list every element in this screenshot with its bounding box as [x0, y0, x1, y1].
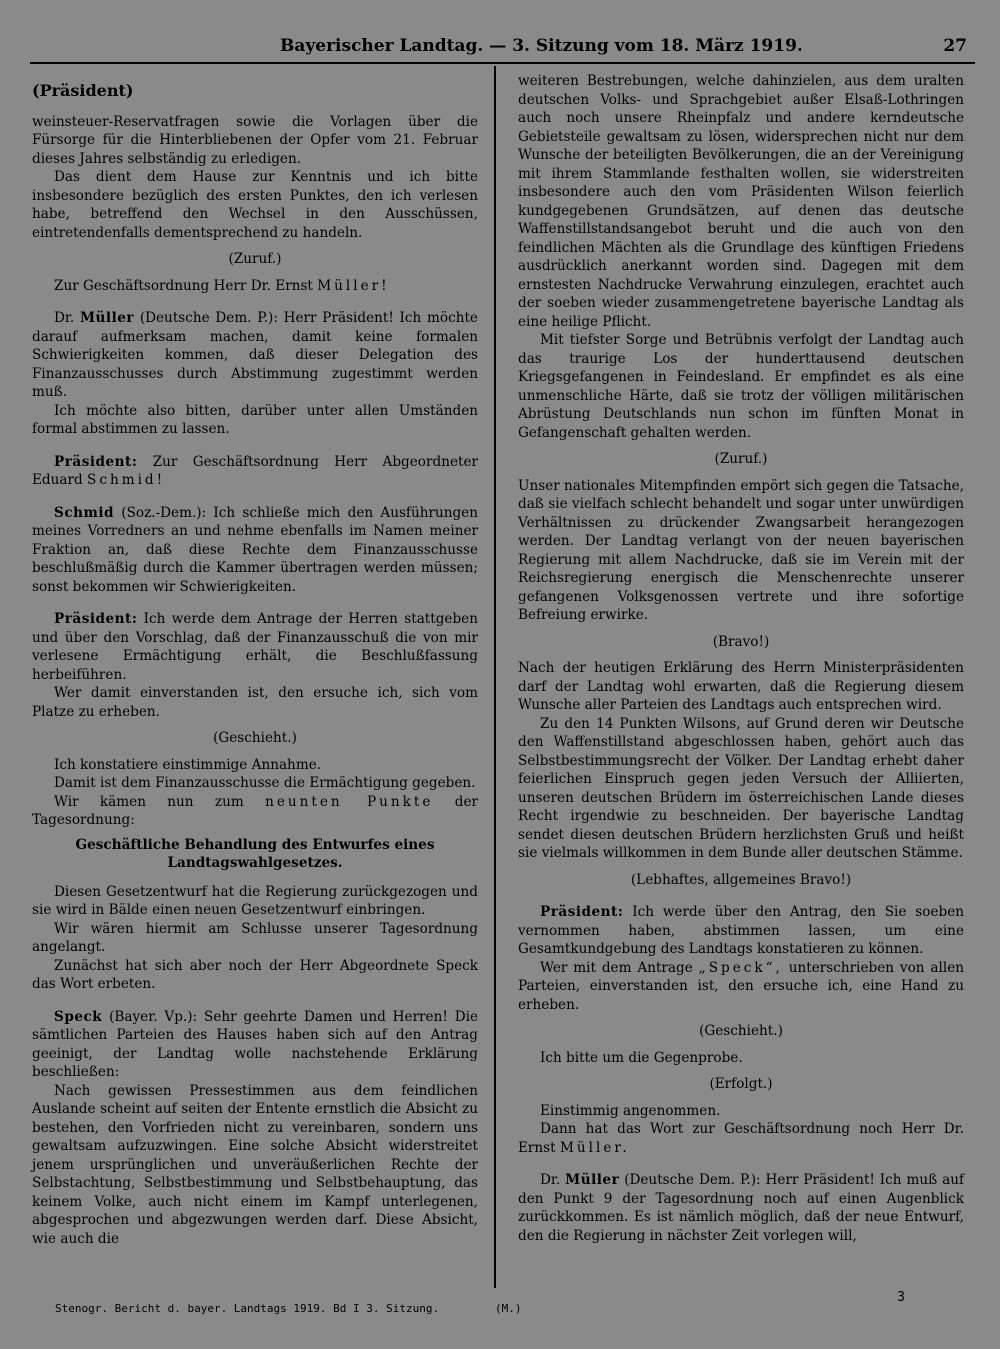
paragraph: Damit ist dem Finanzausschusse die Ermächtigung gegeben. — [54, 775, 476, 791]
sheet-signature: 3 — [897, 1290, 905, 1305]
interjection: (Geschieht.) — [213, 730, 297, 746]
paragraph: weiteren Bestrebungen, welche dahinzielen, aus dem uralten deutschen Volks- und Sprachgebiet außer Elsaß-Lothringen auch noch unsere Rheinpfalz und andere kerndeutsche Gebietsteile gewaltsam zu lösen, widersprechen nicht nur dem Wunsche der beteiligten Bevölkerungen, die an der Vereinigung mit ihrem Stammlande festhalten wollen, sie widerstreiten insbesondere auch den vom Präsidenten Wilson feierlich kundgegebenen Grundsätzen, auf denen das deutsche Waffenstillstandsangebot beruht und die auch von den feindlichen Mächten als die Grundlage des künftigen Friedens ausdrücklich anerkannt worden sind. Dagegen mit dem ernstesten Nachdrucke Verwahrung einzulegen, erachtet auch der soeben wieder zusammengetretene bayerische Landtag als eine heilige Pflicht. — [518, 73, 964, 330]
paragraph: weinsteuer-Reservatfragen sowie die Vorlagen über die Fürsorge für die Hinterbliebenen der Opfer vom 21. Februar dieses Jahres selbständig zu erledigen. — [32, 113, 478, 167]
speaker-name: Müller — [565, 1172, 620, 1188]
paragraph: Ich bitte um die Gegenprobe. — [540, 1049, 743, 1066]
speaker-name: Schmid — [54, 504, 115, 521]
speaker-name: Präsident: — [54, 453, 138, 470]
speaker-name: Präsident: — [54, 611, 138, 627]
text: Wir kämen nun zum — [54, 793, 244, 810]
text: Wer mit dem Antrage — [540, 959, 693, 976]
text: (Bayer. Vp.): Sehr geehrte Damen und Herren! Die sämtlichen Parteien des Hauses haben sich auf den Antrag geeinigt, der Landtag wolle nachstehende Erklärung beschließen: — [32, 1008, 479, 1080]
left-column — [32, 72, 478, 1272]
interjection: (Zuruf.) — [228, 251, 282, 267]
paragraph: Nach gewissen Pressestimmen aus dem feindlichen Auslande scheint auf seiten der Entente ernstlich die Absicht zu bestehen, den Vorfrieden nicht zu vereinbaren, sondern uns gewaltsam aufzuzwingen. Eine solche Absicht widerstreitet jenem ursprünglichen und unveräußerlichen Rechte der Selbstachtung, Selbstbestimmung und Selbstbehauptung, das keinem Volke, auch nicht einem im Kampf unterlegenen, abgesprochen und abgezwungen werden darf. Diese Absicht, wie auch die — [32, 1082, 478, 1247]
text: Zur Geschäftsordnung Herr Dr. Ernst — [54, 277, 313, 294]
speaker-name: Präsident: — [540, 904, 624, 920]
footer-source: Stenogr. Bericht d. bayer. Landtags 1919. Bd I 3. Sitzung. — [55, 1302, 440, 1315]
speaker-name: Müller — [79, 310, 135, 326]
paragraph: Mit tiefster Sorge und Betrübnis verfolgt der Landtag auch das traurige Los der hunderttausend deutschen Kriegsgefangenen in Feindesland. Er empfindet es als eine unmenschliche Härte, daß sie trotz der völligen militärischen Abrüstung Deutschlands nun schon im fünften Monat in Gefangenschaft gehalten werden. — [518, 332, 964, 441]
text: Dr. — [540, 1172, 561, 1188]
paragraph: Zu den 14 Punkten Wilsons, auf Grund deren wir Deutsche den Waffenstillstand abgeschlossen haben, gehört auch das Selbstbestimmungsrecht der Völker. Der Landtag erhebt daher feierlichen Einspruch gegen jeden Versuch der Alliierten, unseren deutschen Brüdern im österreichischen Lande dieses Recht irgendwie zu beschneiden. Der bayerische Landtag sendet diesen deutschen Brüdern herzlichsten Gruß und heißt sie vielmals willkommen in dem Bunde aller deutschen Stämme. — [518, 715, 964, 861]
spaced-text: „Speck“, — [698, 959, 783, 976]
speaker-name: Speck — [54, 1008, 103, 1025]
text: (Deutsche Dem. P.): Herr Präsident! Ich muß auf den Punkt 9 der Tagesordnung noch auf einen Augenblick zurückkommen. Es ist nämlich möglich, daß der neue Entwurf, den die Regierung in nächster Zeit vorlegen will, — [518, 1172, 965, 1244]
text: Dr. — [54, 310, 75, 326]
paragraph: Ich konstatiere einstimmige Annahme. — [54, 756, 322, 773]
header-title: Bayerischer Landtag. — 3. Sitzung vom 18. März 1919. — [280, 36, 803, 56]
speaker-name: Schmid! — [87, 472, 166, 488]
paragraph — [518, 959, 964, 1015]
footer-mark: (M.) — [495, 1302, 522, 1315]
text: Zur Geschäftsordnung Herr Abgeordneter Eduard — [32, 453, 478, 488]
text: unterschrieben von allen Parteien, einverstanden ist, den ersuche ich, eine Hand zu erheben. — [518, 959, 965, 1013]
paragraph: Ich möchte also bitten, darüber unter allen Umständen formal abstimmen zu lassen. — [32, 402, 478, 437]
paragraph: Unser nationales Mitempfinden empört sich gegen die Tatsache, daß sie vielfach schlecht behandelt und sogar unter unwürdigen Verhältnissen zu drückender Zwangsarbeit herangezogen werden. Der Landtag verlangt von der neuen bayerischen Regierung mit allem Nachdrucke, daß sie im Verein mit der Reichsregierung energisch die Menschenrechte unserer gefangenen Volksgenossen vertrete und ihre sofortige Befreiung erwirke. — [518, 477, 964, 623]
agenda-item: Geschäftliche Behandlung des Entwurfes eines Landtagswahlgesetzes. — [75, 836, 435, 871]
text: (Deutsche Dem. P.): Herr Präsident! Ich möchte darauf aufmerksam machen, damit keine formalen Schwierigkeiten kommen, daß dieser Delegation des Finanzausschusses durch Abstimmung zugestimmt werden muß. — [32, 310, 478, 400]
paragraph — [32, 1008, 478, 1082]
text: Ich werde dem Antrage der Herren stattgeben und über den Vorschlag, daß der Finanzausschuß die von mir verlesene Ermächtigung erhält, die Beschlußfassung herbeiführen. — [32, 611, 478, 683]
paragraph: Einstimmig angenommen. — [540, 1102, 721, 1119]
interjection: (Zuruf.) — [714, 451, 768, 467]
page-number: 27 — [943, 36, 967, 56]
paragraph — [518, 1171, 964, 1245]
interjection: (Erfolgt.) — [709, 1076, 773, 1092]
paragraph: Wir wären hiermit am Schlusse unserer Tagesordnung angelangt. — [32, 920, 478, 955]
paragraph: Das dient dem Hause zur Kenntnis und ich bitte insbesondere bezüglich des ersten Punktes, den ich verlesen habe, betreffend den Wechsel in den Ausschüssen, eintretendenfalls dementsprechend zu handeln. — [32, 169, 478, 241]
paragraph: Zunächst hat sich aber noch der Herr Abgeordnete Speck das Wort erbeten. — [32, 957, 478, 992]
page-footer — [55, 1290, 935, 1322]
spaced-text: neunten Punkte — [265, 793, 434, 810]
paragraph — [518, 903, 964, 959]
right-column — [518, 72, 964, 1272]
paragraph — [32, 504, 478, 597]
paragraph — [32, 610, 478, 684]
text: Ich werde über den Antrag, den Sie soeben vernommen haben, abstimmen lassen, um eine Gesamtkundgebung des Landtags konstatieren zu können. — [518, 904, 964, 957]
paragraph — [32, 453, 478, 490]
speaker-name: Müller. — [559, 1139, 630, 1156]
section-heading: (Präsident) — [32, 81, 134, 100]
page-header — [30, 30, 975, 64]
paragraph: Wer damit einverstanden ist, den ersuche ich, sich vom Platze zu erheben. — [32, 685, 478, 720]
text: der Tagesordnung: — [32, 793, 479, 828]
paragraph — [518, 1120, 964, 1157]
speaker-name: Müller! — [317, 277, 390, 294]
paragraph — [32, 309, 478, 402]
column-divider — [494, 66, 496, 1288]
paragraph: Diesen Gesetzentwurf hat die Regierung zurückgezogen und sie wird in Bälde einen neuen Gesetzentwurf einbringen. — [32, 883, 478, 918]
interjection: (Bravo!) — [712, 633, 770, 650]
paragraph — [32, 277, 478, 296]
paragraph — [32, 793, 478, 830]
interjection: (Lebhaftes, allgemeines Bravo!) — [630, 871, 852, 888]
paragraph: Nach der heutigen Erklärung des Herrn Ministerpräsidenten darf der Landtag wohl erwarten, daß die Regierung diesem Wunsche aller Parteien des Landtags auch entsprechen wird. — [518, 660, 964, 713]
interjection: (Geschieht.) — [699, 1023, 783, 1039]
text: (Soz.-Dem.): Ich schließe mich den Ausführungen meines Vorredners an und nehme ebenfalls im Namen meiner Fraktion an, daß diese Rechte dem Finanzausschusse beschlußmäßig durch die Kammer übertragen werden müssen; sonst bekommen wir Schwierigkeiten. — [32, 504, 478, 595]
text: Dann hat das Wort zur Geschäftsordnung noch Herr Dr. Ernst — [518, 1121, 964, 1156]
